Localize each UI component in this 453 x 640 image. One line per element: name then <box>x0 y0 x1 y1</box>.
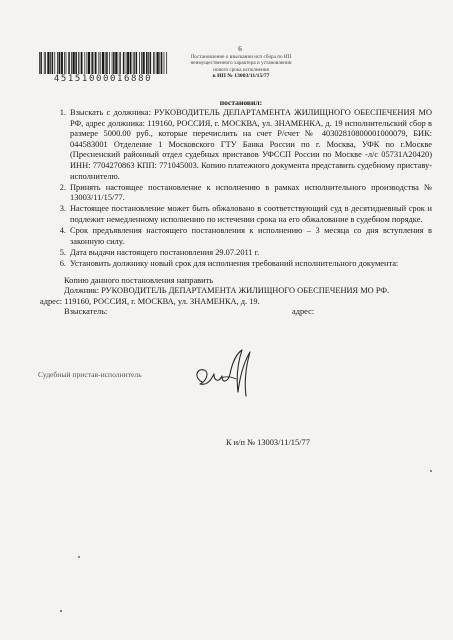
item-number: 5. <box>59 247 66 257</box>
copy-recipients <box>40 276 440 318</box>
barcode-bar <box>115 52 117 74</box>
barcode-bar <box>71 52 72 74</box>
barcode-bar <box>120 52 121 74</box>
barcode-bar <box>133 52 134 74</box>
item-text: Установить должнику новый срок для исполнения требований исполнительного документа: <box>70 258 399 268</box>
barcode-bar <box>84 52 85 74</box>
barcode-bar <box>150 52 152 74</box>
barcode-bar <box>164 52 165 74</box>
list-item <box>52 108 432 182</box>
item-text: Дата выдачи настоящего постановления 29.07.2011 г. <box>70 247 260 257</box>
claimant-line <box>40 307 440 317</box>
barcode-bar <box>98 52 99 74</box>
barcode-bar <box>57 52 58 74</box>
barcode-bar <box>153 52 154 74</box>
item-number: 6. <box>59 258 66 268</box>
list-item <box>52 248 432 259</box>
header-line: неимущественного характера и установлении <box>190 60 292 67</box>
barcode-bar <box>143 52 145 74</box>
barcode-bars <box>38 52 168 74</box>
barcode-bar <box>157 52 159 74</box>
barcode-bar <box>109 52 110 74</box>
barcode-bar <box>166 52 167 74</box>
barcode-bar <box>127 52 129 74</box>
barcode-bar <box>44 52 45 74</box>
header-case-number: к ИП № 13003/11/15/77 <box>212 73 270 80</box>
barcode <box>38 52 168 86</box>
footer-case-number: К и/п № 13003/11/15/77 <box>226 438 310 447</box>
barcode-bar <box>141 52 142 74</box>
barcode-bar <box>45 52 46 74</box>
list-item <box>52 259 432 270</box>
resolution-title: постановил: <box>219 98 263 107</box>
debtor-line: Должник: РУКОВОДИТЕЛЬ ДЕПАРТАМЕНТА ЖИЛИЩНОГО ОБЕСПЕЧЕНИЯ МО РФ. <box>64 286 390 296</box>
barcode-bar <box>112 52 113 74</box>
copy-intro: Копию данного постановления направить <box>64 276 214 285</box>
barcode-bar <box>81 52 83 74</box>
debtor-address: адрес: 119160, РОССИЯ, г. МОСКВА, ул. ЗНАМЕНКА, д. 19. <box>40 296 260 306</box>
item-text: Настоящее постановление может быть обжаловано в соответствующий суд в десятидневный срок и подлежит немедленному исполнению по истечении срока на его обжалование в судебном порядке. <box>70 204 432 224</box>
barcode-bar <box>40 52 42 74</box>
barcode-bar <box>87 52 88 74</box>
barcode-bar <box>59 52 61 74</box>
page-number: 6 <box>238 45 242 53</box>
item-number: 4. <box>59 226 66 236</box>
barcode-bar <box>130 52 132 74</box>
barcode-number: 45151000016880 <box>53 74 153 84</box>
barcode-bar <box>52 52 54 74</box>
barcode-bar <box>66 52 67 74</box>
barcode-bar <box>64 52 65 74</box>
barcode-bar <box>100 52 101 74</box>
resolution-items <box>52 108 432 270</box>
barcode-bar <box>80 52 81 74</box>
barcode-bar <box>95 52 97 74</box>
barcode-bar <box>106 52 108 74</box>
speck <box>430 470 432 472</box>
barcode-bar <box>88 52 90 74</box>
header-line: Постановление о взыскании исп сбора по ИП <box>190 54 292 60</box>
barcode-bar <box>73 52 75 74</box>
list-item <box>52 183 432 204</box>
barcode-bar <box>50 52 51 74</box>
barcode-bar <box>146 52 148 74</box>
header-line: нового срока исполнения <box>213 66 269 73</box>
item-text: Принять настоящее постановление к исполнению в рамках исполнительного производства № 13003/11/15/77. <box>70 182 432 203</box>
document-header <box>176 54 306 80</box>
barcode-bar <box>136 52 138 74</box>
claimant-address-label: адрес: <box>292 307 315 317</box>
barcode-bar <box>105 52 106 74</box>
barcode-bar <box>126 52 127 74</box>
item-number: 1. <box>59 108 66 117</box>
barcode-bar <box>102 52 104 74</box>
bailiff-label: Судебный пристав-исполнитель <box>38 370 142 379</box>
barcode-bar <box>113 52 115 74</box>
barcode-bar <box>161 52 163 74</box>
speck <box>78 556 80 558</box>
claimant-label: Взыскатель: <box>64 307 108 317</box>
barcode-bar <box>134 52 135 74</box>
item-text: Срок предъявления настоящего постановления к исполнению – 3 месяца со дня вступления в законную силу. <box>70 226 432 246</box>
barcode-bar <box>39 52 40 74</box>
barcode-bar <box>148 52 149 74</box>
barcode-bar <box>75 52 77 74</box>
barcode-bar <box>123 52 125 74</box>
list-item <box>52 226 432 247</box>
barcode-bar <box>159 52 160 74</box>
speck <box>60 610 62 612</box>
barcode-bar <box>154 52 155 74</box>
barcode-bar <box>119 52 120 74</box>
barcode-bar <box>54 52 55 74</box>
barcode-bar <box>47 52 49 74</box>
barcode-bar <box>68 52 70 74</box>
item-number: 2. <box>59 182 66 192</box>
barcode-bar <box>94 52 95 74</box>
item-text: Взыскать с должника: РУКОВОДИТЕЛЬ ДЕПАРТАМЕНТА ЖИЛИЩНОГО ОБЕСПЕЧЕНИЯ МО РФ, адрес должника: 119160, РОССИЯ, г. МОСКВА, ул. ЗНАМЕНКА, д. 19 исполнительский сбор в размере 5000.00 руб., которые перечислить на счет Р/счет № 40302810800001000079, БИК: 044583001 Отделение 1 Московского ГТУ Банка России по г. Москва, УФК по г.Москве (Пресненский районный отдел судебных приставов УФССП России по Москве -л/с 05731А20420) ИНН: 7704270863 КПП: 771045003. Копию платежного документа представить судебному приставу-исполнителю. <box>70 108 432 181</box>
barcode-bar <box>78 52 79 74</box>
list-item <box>52 204 432 225</box>
item-number: 3. <box>59 204 66 214</box>
signature-image <box>186 348 260 400</box>
barcode-bar <box>91 52 93 74</box>
barcode-bar <box>61 52 63 74</box>
barcode-bar <box>139 52 140 74</box>
